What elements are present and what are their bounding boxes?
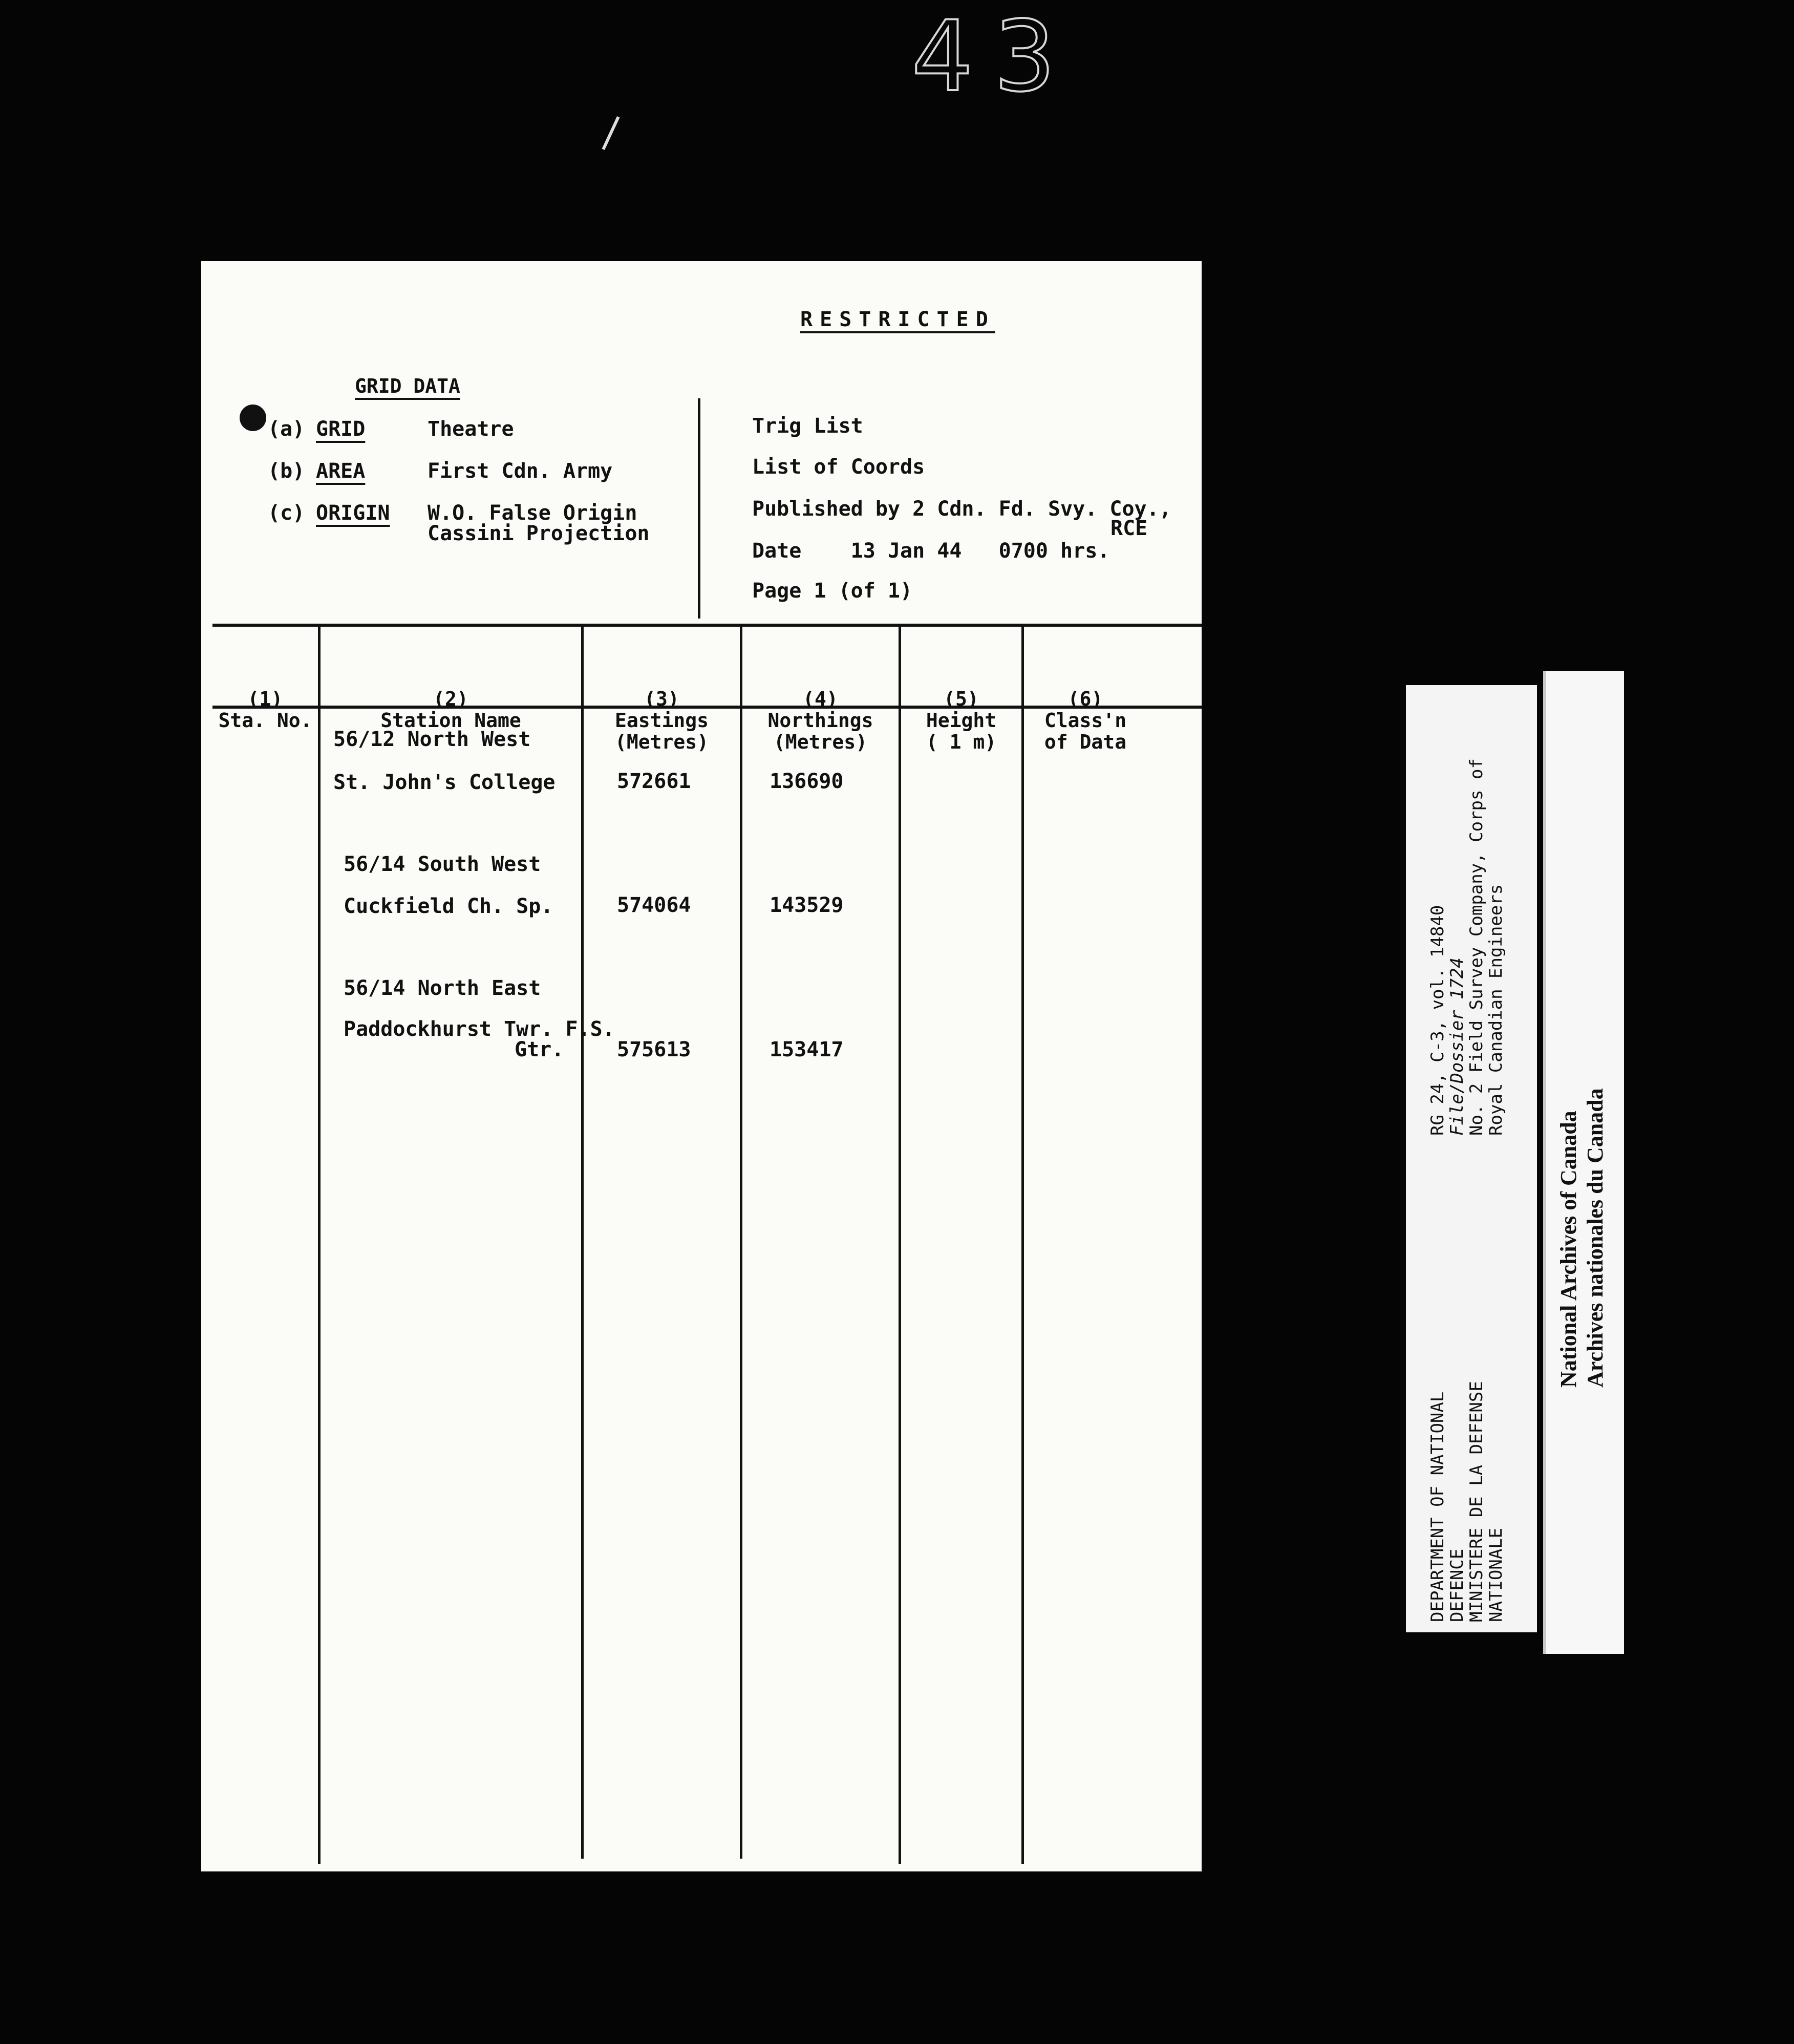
- rce: RCE: [1110, 517, 1148, 540]
- origin-item-value-1: W.O. False Origin: [428, 501, 637, 525]
- grid-data-heading: GRID DATA: [355, 375, 460, 397]
- archives-stamp: [1543, 671, 1624, 1654]
- table-top-rule: [212, 624, 1202, 627]
- unit-line-1: No. 2 Field Survey Company, Corps of: [1466, 758, 1487, 1136]
- document-sheet: [201, 261, 1202, 1871]
- column-divider: [899, 625, 901, 1864]
- trig-list: Trig List: [752, 414, 863, 438]
- map-sheet: 56/14 North East: [344, 976, 541, 1000]
- grid-item-value: Theatre: [428, 417, 514, 441]
- frame-number: 43: [911, 0, 1076, 113]
- file-dossier: File/Dossier 1724: [1447, 957, 1467, 1136]
- column-header: (5) Height ( 1 m): [926, 688, 997, 753]
- list-of-coords: List of Coords: [752, 455, 925, 479]
- area-item-value: First Cdn. Army: [428, 459, 613, 483]
- station-name: Paddockhurst Twr. F.S.: [344, 1017, 615, 1041]
- station-name-cont: Gtr.: [515, 1038, 564, 1061]
- northing: 136690: [770, 770, 844, 793]
- punch-hole: [240, 404, 266, 431]
- archives-stamp-en: National Archives of Canada: [1556, 1111, 1581, 1388]
- northing: 153417: [770, 1038, 844, 1061]
- column-divider: [581, 625, 584, 1859]
- column-divider: [1021, 625, 1024, 1864]
- map-sheet: 56/12 North West: [333, 728, 531, 751]
- dept-en-line-1: DEPARTMENT OF NATIONAL: [1427, 1391, 1448, 1622]
- column-header: (4) Northings (Metres): [767, 688, 873, 753]
- column-divider: [740, 625, 742, 1859]
- page-number: Page 1 (of 1): [752, 579, 913, 603]
- origin-item-value-2: Cassini Projection: [428, 522, 650, 545]
- column-header: (6) Class'n of Data: [1044, 688, 1127, 753]
- origin-item-key: ORIGIN: [316, 501, 390, 525]
- dept-fr-line-2: NATIONALE: [1486, 1527, 1506, 1622]
- dept-fr-line-1: MINISTERE DE LA DEFENSE: [1466, 1381, 1487, 1622]
- area-item-key: AREA: [316, 459, 366, 483]
- archive-reference-label: [1406, 685, 1537, 1632]
- easting: 574064: [617, 893, 691, 917]
- column-header: (3) Eastings (Metres): [614, 688, 709, 753]
- easting: 575613: [617, 1038, 691, 1061]
- easting: 572661: [617, 770, 691, 793]
- area-item-label: (b): [268, 459, 305, 483]
- restricted-stamp: RESTRICTED: [800, 308, 995, 331]
- station-name: Cuckfield Ch. Sp.: [344, 895, 553, 918]
- column-header: (1) Sta. No.: [218, 688, 312, 732]
- unit-line-2: Royal Canadian Engineers: [1486, 884, 1506, 1136]
- header-divider: [698, 398, 700, 619]
- column-header: (2) Station Name: [380, 688, 521, 732]
- northing: 143529: [770, 893, 844, 917]
- dept-en-line-2: DEFENCE: [1447, 1548, 1467, 1622]
- scan-mark: [602, 116, 620, 150]
- grid-item-key: GRID: [316, 417, 366, 441]
- archives-stamp-fr: Archives nationales du Canada: [1583, 1088, 1608, 1388]
- date: Date 13 Jan 44 0700 hrs.: [752, 539, 1110, 563]
- origin-item-label: (c): [268, 501, 305, 525]
- map-sheet: 56/14 South West: [344, 853, 541, 876]
- published-by: Published by 2 Cdn. Fd. Svy. Coy.,: [752, 497, 1171, 521]
- station-name: St. John's College: [333, 771, 556, 794]
- grid-item-label: (a): [268, 417, 305, 441]
- record-group-ref: RG 24, C-3, vol. 14840: [1427, 905, 1448, 1136]
- column-divider: [318, 625, 321, 1864]
